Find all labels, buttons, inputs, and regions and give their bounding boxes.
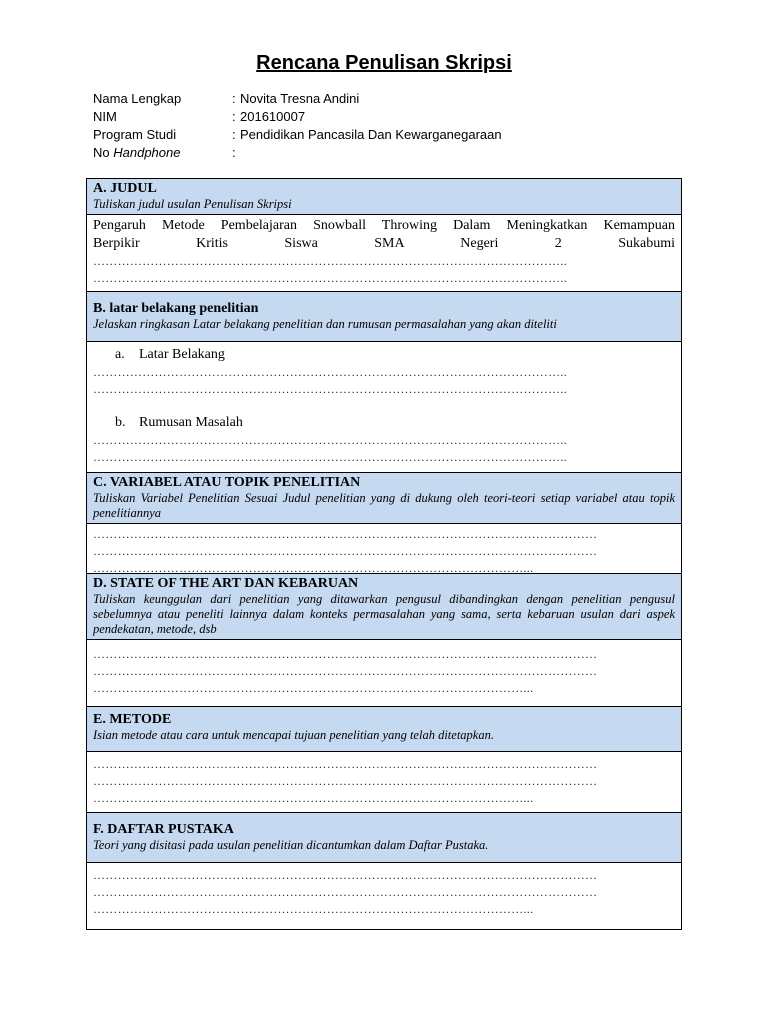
info-label-nim: NIM — [93, 109, 117, 124]
info-label-phone-italic: Handphone — [113, 145, 181, 160]
judul-line-2: Berpikir Kritis Siswa SMA Negeri 2 Sukabumi — [93, 236, 675, 251]
section-b-desc: Jelaskan ringkasan Latar belakang penelitian dan rumusan permasalahan yang akan diteliti — [93, 317, 557, 331]
dotted-line: …………………………………………………………………………………………………………… — [93, 664, 598, 678]
dotted-line: …………………………………………………………………………………………………………… — [93, 757, 598, 771]
dotted-line: …………………………………………………………………………………………………………… — [93, 647, 598, 661]
section-b-header — [87, 292, 681, 342]
section-a-desc: Tuliskan judul usulan Penulisan Skripsi — [93, 197, 292, 211]
dotted-line: …………………………………………………………………………………………………….. — [93, 382, 567, 396]
dotted-line: ……………………………………………………………………………………………... — [93, 561, 534, 575]
info-row-name — [93, 90, 502, 108]
section-a-header — [87, 179, 681, 215]
info-row-program — [93, 126, 502, 144]
judul-line-1: Pengaruh Metode Pembelajaran Snowball Throwing Dalam Meningkatkan Kemampuan — [93, 218, 675, 233]
dotted-line: …………………………………………………………………………………………………………… — [93, 527, 598, 541]
sub-item-label: Rumusan Masalah — [139, 415, 243, 430]
section-e-title: E. METODE — [93, 712, 172, 727]
dotted-line: …………………………………………………………………………………………………………… — [93, 885, 598, 899]
dotted-line: …………………………………………………………………………………………………….. — [93, 433, 567, 447]
sub-item-mark: a. — [115, 347, 125, 362]
info-separator: : — [232, 91, 236, 106]
dotted-line: …………………………………………………………………………………………………….. — [93, 254, 567, 268]
proposal-form — [86, 178, 682, 930]
section-f-desc: Teori yang disitasi pada usulan penelitian dicantumkan dalam Daftar Pustaka. — [93, 838, 489, 852]
section-c-header — [87, 473, 681, 524]
dotted-line: ……………………………………………………………………………………………... — [93, 681, 534, 695]
section-a-title: A. JUDUL — [93, 181, 157, 196]
dotted-line: ……………………………………………………………………………………………... — [93, 791, 534, 805]
info-value-nim: 201610007 — [240, 109, 306, 124]
section-e-desc: Isian metode atau cara untuk mencapai tujuan penelitian yang telah ditetapkan. — [93, 728, 494, 742]
dotted-line: …………………………………………………………………………………………………….. — [93, 365, 567, 379]
spacer — [93, 398, 675, 412]
info-row-nim — [93, 108, 502, 126]
info-value-name: Novita Tresna Andini — [240, 91, 360, 106]
dotted-line: …………………………………………………………………………………………………………… — [93, 544, 598, 558]
sub-item-mark: b. — [115, 415, 126, 430]
section-f-title: F. DAFTAR PUSTAKA — [93, 822, 234, 837]
info-label-name: Nama Lengkap — [93, 91, 182, 106]
section-e-body[interactable] — [87, 752, 681, 813]
sub-item-latar-belakang — [93, 346, 675, 364]
section-c-desc: Tuliskan Variabel Penelitian Sesuai Judul penelitian yang di dukung oleh teori-teori setiap variabel atau topik penelitiannya — [93, 491, 675, 520]
info-label-phone — [93, 144, 232, 162]
section-f-header — [87, 813, 681, 863]
dotted-line: …………………………………………………………………………………………………….. — [93, 450, 567, 464]
section-e-header — [87, 707, 681, 752]
section-f-body[interactable] — [87, 863, 681, 929]
section-b-body[interactable] — [87, 342, 681, 473]
info-row-phone — [93, 144, 502, 162]
dotted-line: …………………………………………………………………………………………………….. — [93, 271, 567, 285]
section-d-body[interactable] — [87, 640, 681, 707]
section-a-body[interactable] — [87, 215, 681, 292]
document-title: Rencana Penulisan Skripsi — [256, 52, 512, 74]
section-b-title: B. latar belakang penelitian — [93, 301, 259, 316]
section-d-desc: Tuliskan keunggulan dari penelitian yang ditawarkan pengusul dibandingkan dengan penelitian pengusul sebelumnya atau peneliti lainnya dalam konteks permasalahan yang sama, serta kebaruan usulan dari aspek pendekatan, metode, dsb — [93, 592, 675, 636]
dotted-line: ……………………………………………………………………………………………... — [93, 902, 534, 916]
info-label-program: Program Studi — [93, 127, 177, 142]
info-label-phone-prefix: No — [93, 145, 114, 160]
info-separator: : — [232, 145, 236, 160]
section-d-title: D. STATE OF THE ART DAN KEBARUAN — [93, 576, 359, 591]
sub-item-label: Latar Belakang — [139, 347, 225, 362]
section-c-body[interactable] — [87, 524, 681, 574]
sub-item-rumusan-masalah — [93, 414, 675, 432]
section-c-title: C. VARIABEL ATAU TOPIK PENELITIAN — [93, 475, 361, 490]
dotted-line: …………………………………………………………………………………………………………… — [93, 774, 598, 788]
info-separator: : — [232, 109, 236, 124]
student-info — [93, 90, 502, 162]
dotted-line: …………………………………………………………………………………………………………… — [93, 868, 598, 882]
section-d-header — [87, 574, 681, 640]
info-value-program: Pendidikan Pancasila Dan Kewarganegaraan — [240, 127, 502, 142]
info-separator: : — [232, 127, 236, 142]
